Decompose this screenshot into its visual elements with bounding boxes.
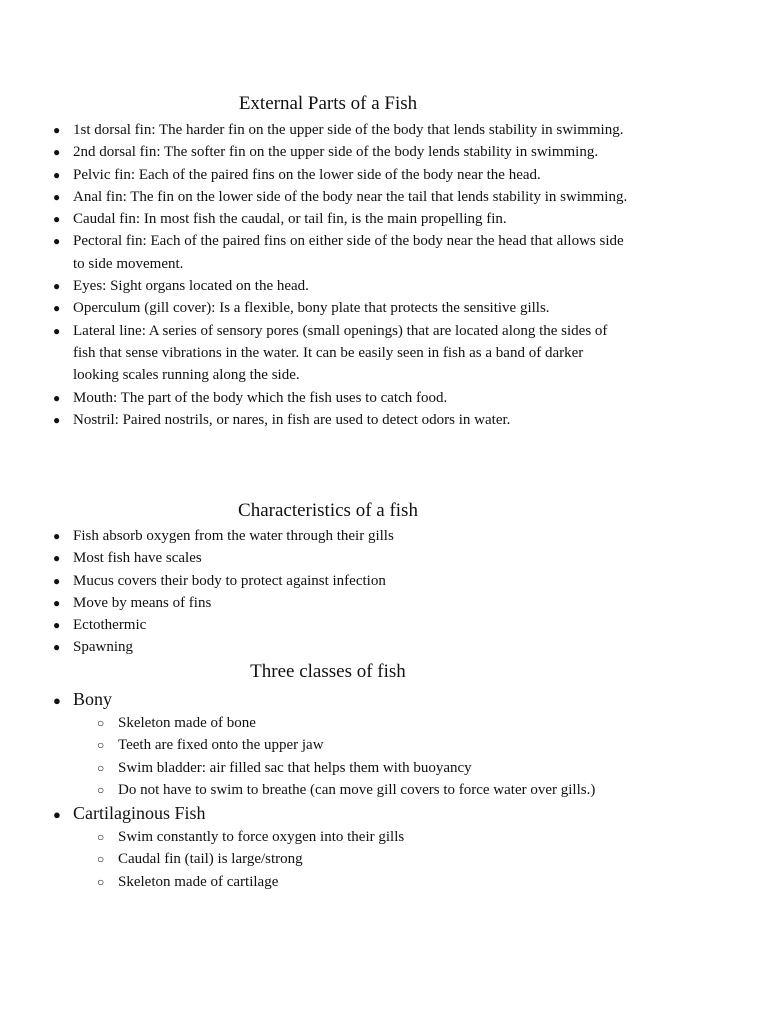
sub-bullet-icon: ○ [97,874,105,889]
list-item: ● Spawning [52,636,632,658]
sub-bullet-icon: ○ [97,830,105,845]
list-item: ● 1st dorsal fin: The harder fin on the upper side of the body that lends stability in swimming. [52,119,632,141]
bullet-icon: ● [53,189,61,204]
list-item: ● Ectothermic [52,614,632,636]
list-item: ● Pelvic fin: Each of the paired fins on the lower side of the body near the head. [52,164,632,186]
cartilaginous-traits-list [97,826,597,893]
list-item: ● Pectoral fin: Each of the paired fins on either side of the body near the head that allows side to side movement. [52,230,632,275]
bullet-icon: ● [53,640,61,655]
section-title-characteristics: Characteristics of a fish [238,500,418,521]
bullet-icon: ● [53,807,61,823]
bullet-icon: ● [53,529,61,543]
list-item: ● Mouth: The part of the body which the fish uses to catch food. [52,387,632,409]
class-label-cartilaginous: ● Cartilaginous Fish [52,801,632,826]
sub-bullet-icon: ○ [97,760,105,775]
bullet-icon: ● [53,167,61,182]
bullet-icon: ● [53,595,61,610]
bullet-icon: ● [53,551,61,566]
list-item: ● Operculum (gill cover): Is a flexible, bony plate that protects the sensitive gills. [52,297,632,319]
class-label-bony: ● Bony [52,687,632,712]
list-item: ○ Skeleton made of bone [97,712,597,734]
list-item: ● Caudal fin: In most fish the caudal, or tail fin, is the main propelling fin. [52,208,632,230]
list-item: ● Anal fin: The fin on the lower side of the body near the tail that lends stability in swimming. [52,186,632,208]
list-item: ● Most fish have scales [52,547,632,569]
sub-bullet-icon: ○ [97,782,105,797]
class-group-bony [52,687,632,801]
bullet-icon: ● [53,301,61,316]
list-item: ○ Swim constantly to force oxygen into their gills [97,826,597,848]
bullet-icon: ● [53,390,61,405]
bullet-icon: ● [53,693,61,708]
bullet-icon: ● [53,123,61,137]
bullet-icon: ● [53,234,61,249]
list-item: ● 2nd dorsal fin: The softer fin on the upper side of the body lends stability in swimming. [52,141,632,163]
bullet-icon: ● [53,323,61,338]
sub-bullet-icon: ○ [97,716,105,730]
list-item: ● Move by means of fins [52,592,632,614]
list-item: ● Lateral line: A series of sensory pores (small openings) that are located along the sides of fish that sense vibrations in the water. It can be easily seen in fish as a band of darker looking scales running along the side. [52,320,632,387]
sub-bullet-icon: ○ [97,738,105,753]
bullet-icon: ● [53,145,61,160]
bony-traits-list [97,712,597,801]
list-item: ○ Skeleton made of cartilage [97,871,597,893]
list-item: ● Fish absorb oxygen from the water through their gills [52,525,632,547]
external-parts-list [52,119,632,431]
bullet-icon: ● [53,573,61,588]
list-item: ● Mucus covers their body to protect against infection [52,570,632,592]
section-title-three-classes: Three classes of fish [250,661,406,682]
bullet-icon: ● [53,618,61,633]
bullet-icon: ● [53,412,61,427]
sub-bullet-icon: ○ [97,852,105,867]
list-item: ○ Caudal fin (tail) is large/strong [97,848,597,870]
class-group-cartilaginous [52,801,632,893]
list-item: ● Eyes: Sight organs located on the head. [52,275,632,297]
list-item: ○ Do not have to swim to breathe (can move gill covers to force water over gills.) [97,779,597,801]
characteristics-list [52,525,632,659]
bullet-icon: ● [53,212,61,227]
fish-classes-list [52,687,632,893]
bullet-icon: ● [53,279,61,294]
list-item: ○ Swim bladder: air filled sac that helps them with buoyancy [97,757,597,779]
list-item: ○ Teeth are fixed onto the upper jaw [97,734,597,756]
section-title-external-parts: External Parts of a Fish [238,93,418,114]
list-item: ● Nostril: Paired nostrils, or nares, in fish are used to detect odors in water. [52,409,632,431]
